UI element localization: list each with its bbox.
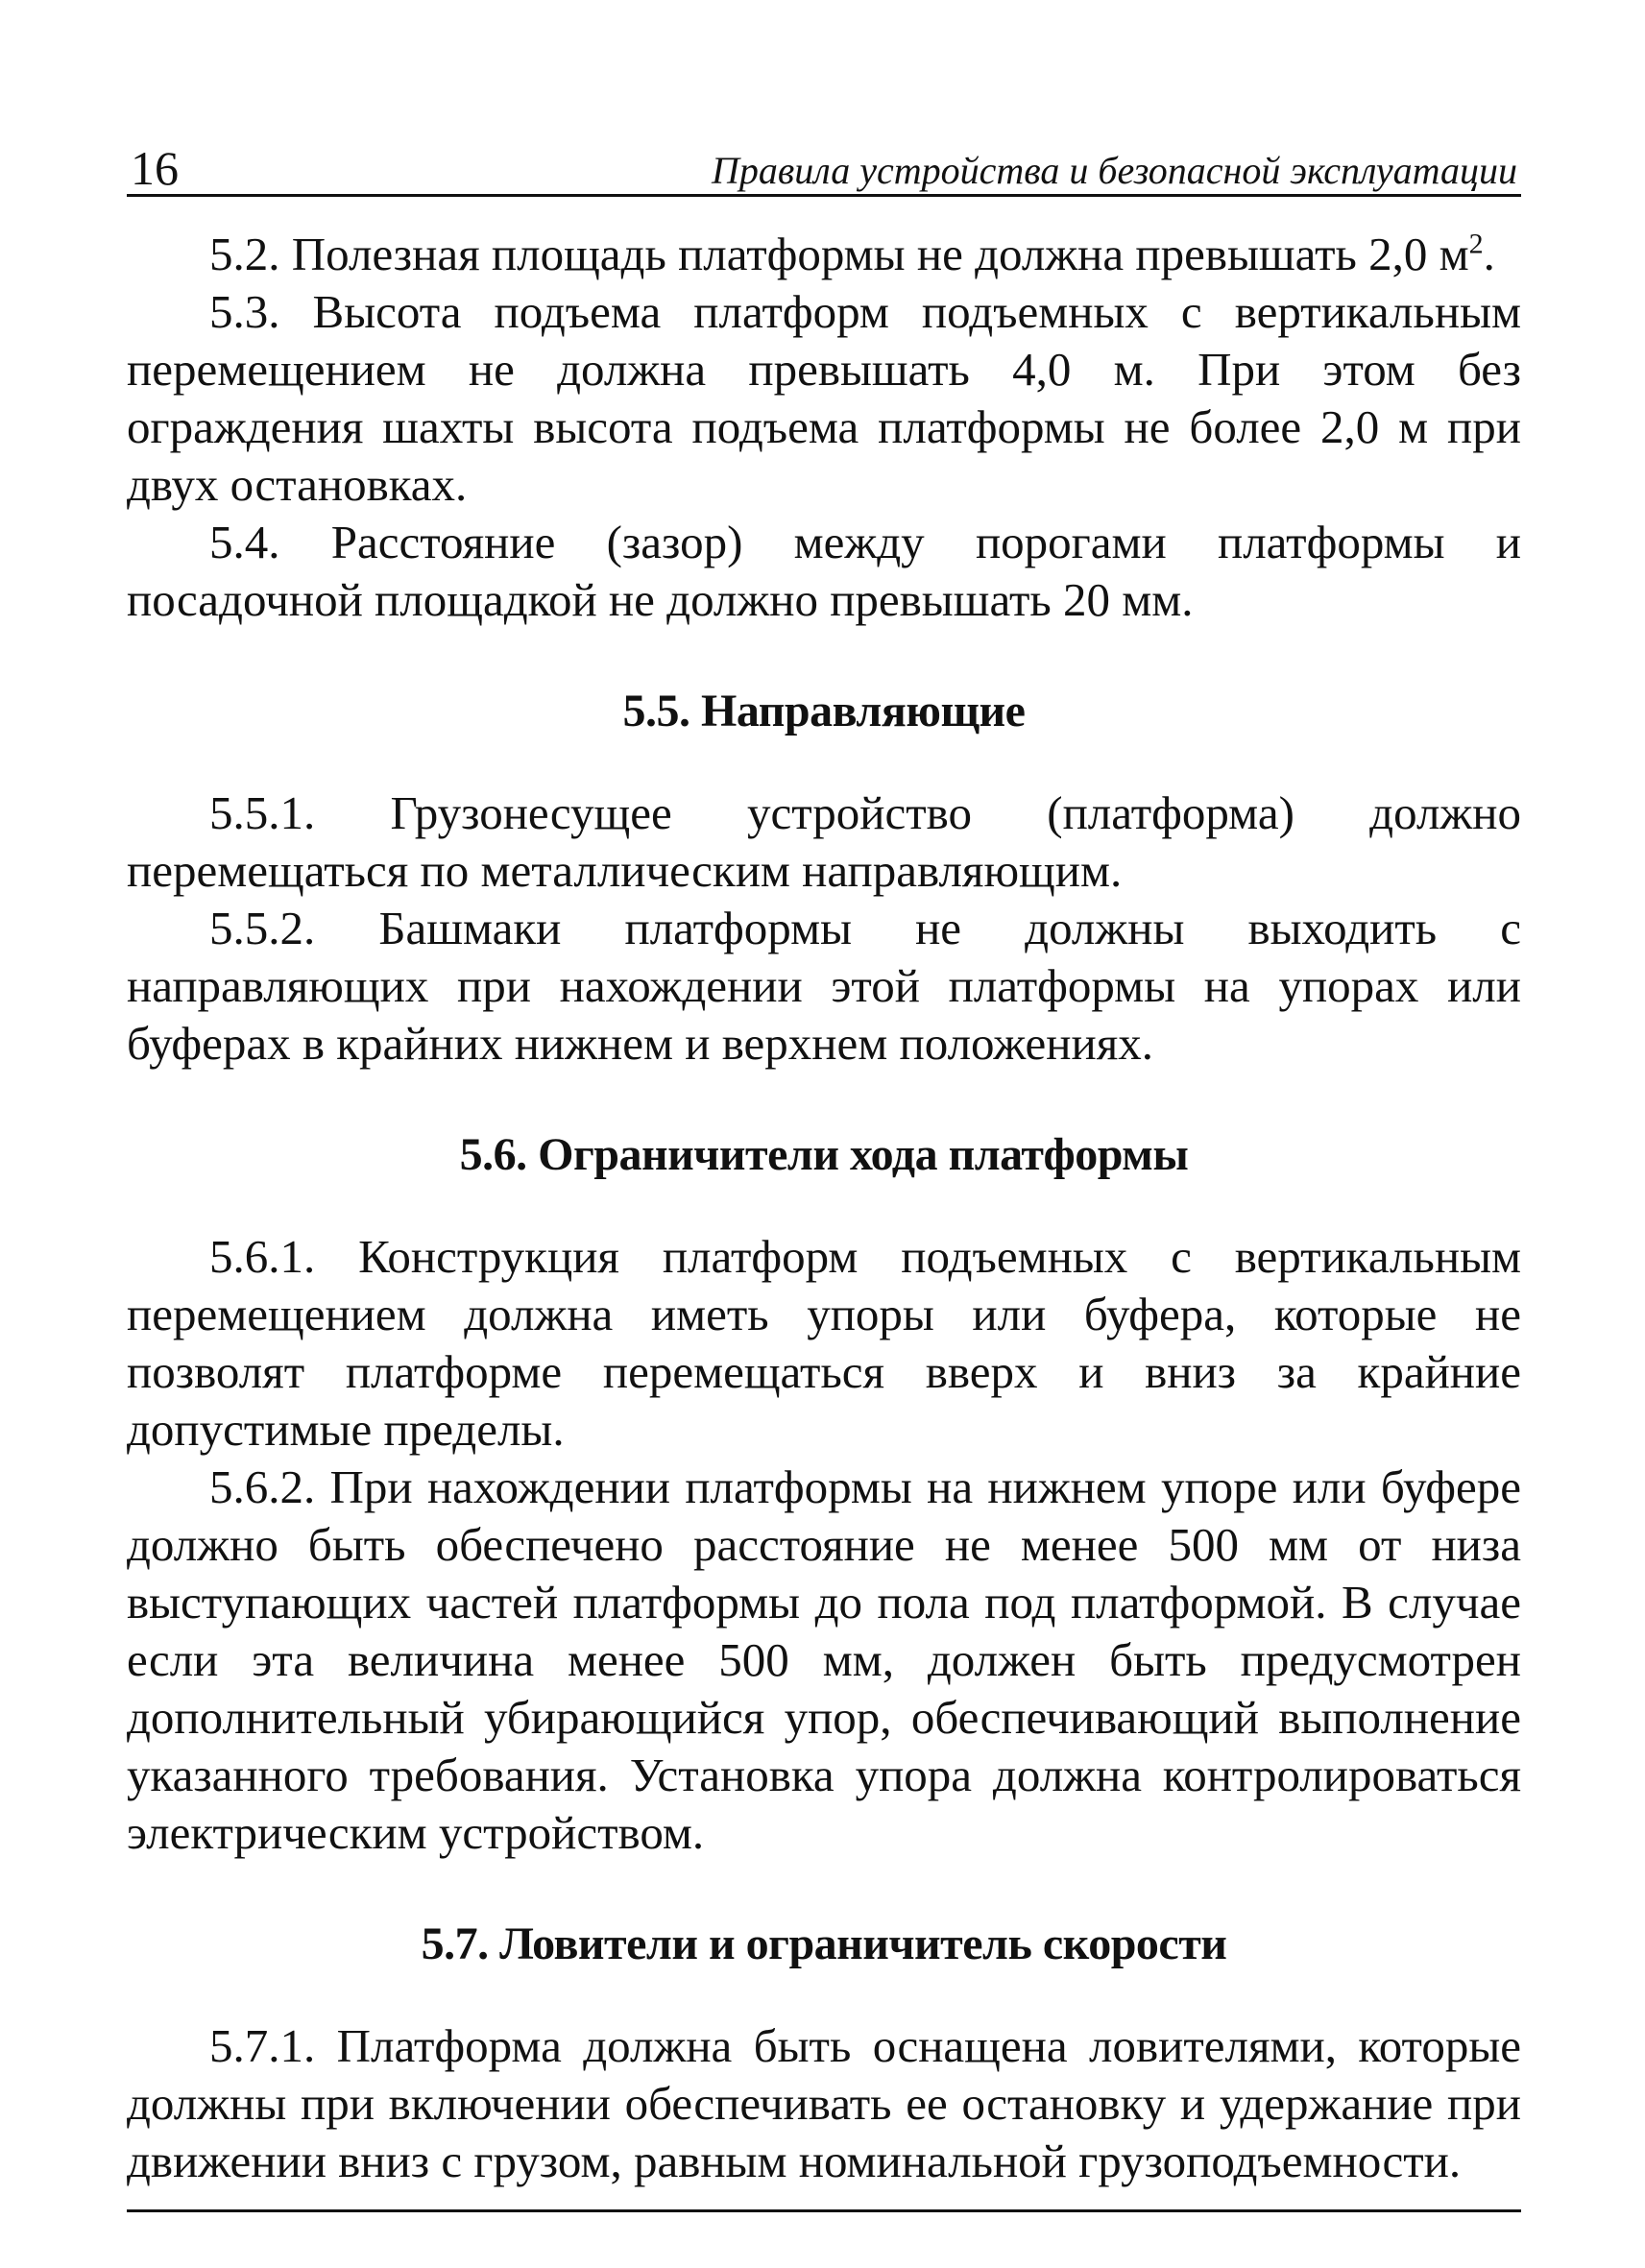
paragraph-5-6-2: 5.6.2. При нахождении платформы на нижнем упоре или буфере должно быть обеспечено расстояние не менее 500 мм от низа выступающих частей платформы до пола под платформой. В случае если эта величина менее 500 мм, должен быть предусмотрен дополнительный убирающийся упор, обеспечивающий выполнение указанного требования. Установка упора должна контролироваться электрическим устройством. [127, 1460, 1521, 1859]
page-number: 16 [131, 141, 179, 195]
section-heading-5-6: 5.6. Ограничители хода платформы [459, 1129, 1189, 1180]
paragraph-5-2 [127, 226, 1521, 283]
superscript-2: 2 [1468, 228, 1484, 260]
paragraph-5-6-1: 5.6.1. Конструкция платформ подъемных с вертикальным перемещением должна иметь упоры или буфера, которые не позволят платформе перемещаться вверх и вниз за крайние допустимые пределы. [127, 1230, 1521, 1456]
document-page [127, 134, 1521, 2212]
section-heading-5-5: 5.5. Направляющие [622, 686, 1026, 736]
page-header [127, 134, 1521, 197]
paragraph-5-5-2: 5.5.2. Башмаки платформы не должны выходить с направляющих при нахождении этой платформы на упорах или буферах в крайних нижнем и верхнем положениях. [127, 902, 1521, 1070]
footer-rule [127, 2209, 1521, 2212]
paragraph-5-4: 5.4. Расстояние (зазор) между порогами платформы и посадочной площадкой не должно превышать 20 мм. [127, 516, 1521, 626]
paragraph-5-2-text: 5.2. Полезная площадь платформы не должна превышать 2,0 м [209, 228, 1469, 280]
section-heading-5-7: 5.7. Ловители и ограничитель скорости [421, 1918, 1227, 1969]
paragraph-5-5-1: 5.5.1. Грузонесущее устройство (платформа) должно перемещаться по металлическим направляющим. [127, 786, 1521, 897]
running-title: Правила устройства и безопасной эксплуатации [712, 149, 1517, 192]
paragraph-5-3: 5.3. Высота подъема платформ подъемных с вертикальным перемещением не должна превышать 4,0 м. При этом без ограждения шахты высота подъема платформы не более 2,0 м при двух остановках. [127, 285, 1521, 511]
page-content [127, 226, 1521, 2212]
paragraph-5-7-1: 5.7.1. Платформа должна быть оснащена ловителями, которые должны при включении обеспечивать ее остановку и удержание при движении вниз с грузом, равным номинальной грузоподъемности. [127, 2019, 1521, 2187]
paragraph-5-2-end: . [1483, 228, 1495, 280]
